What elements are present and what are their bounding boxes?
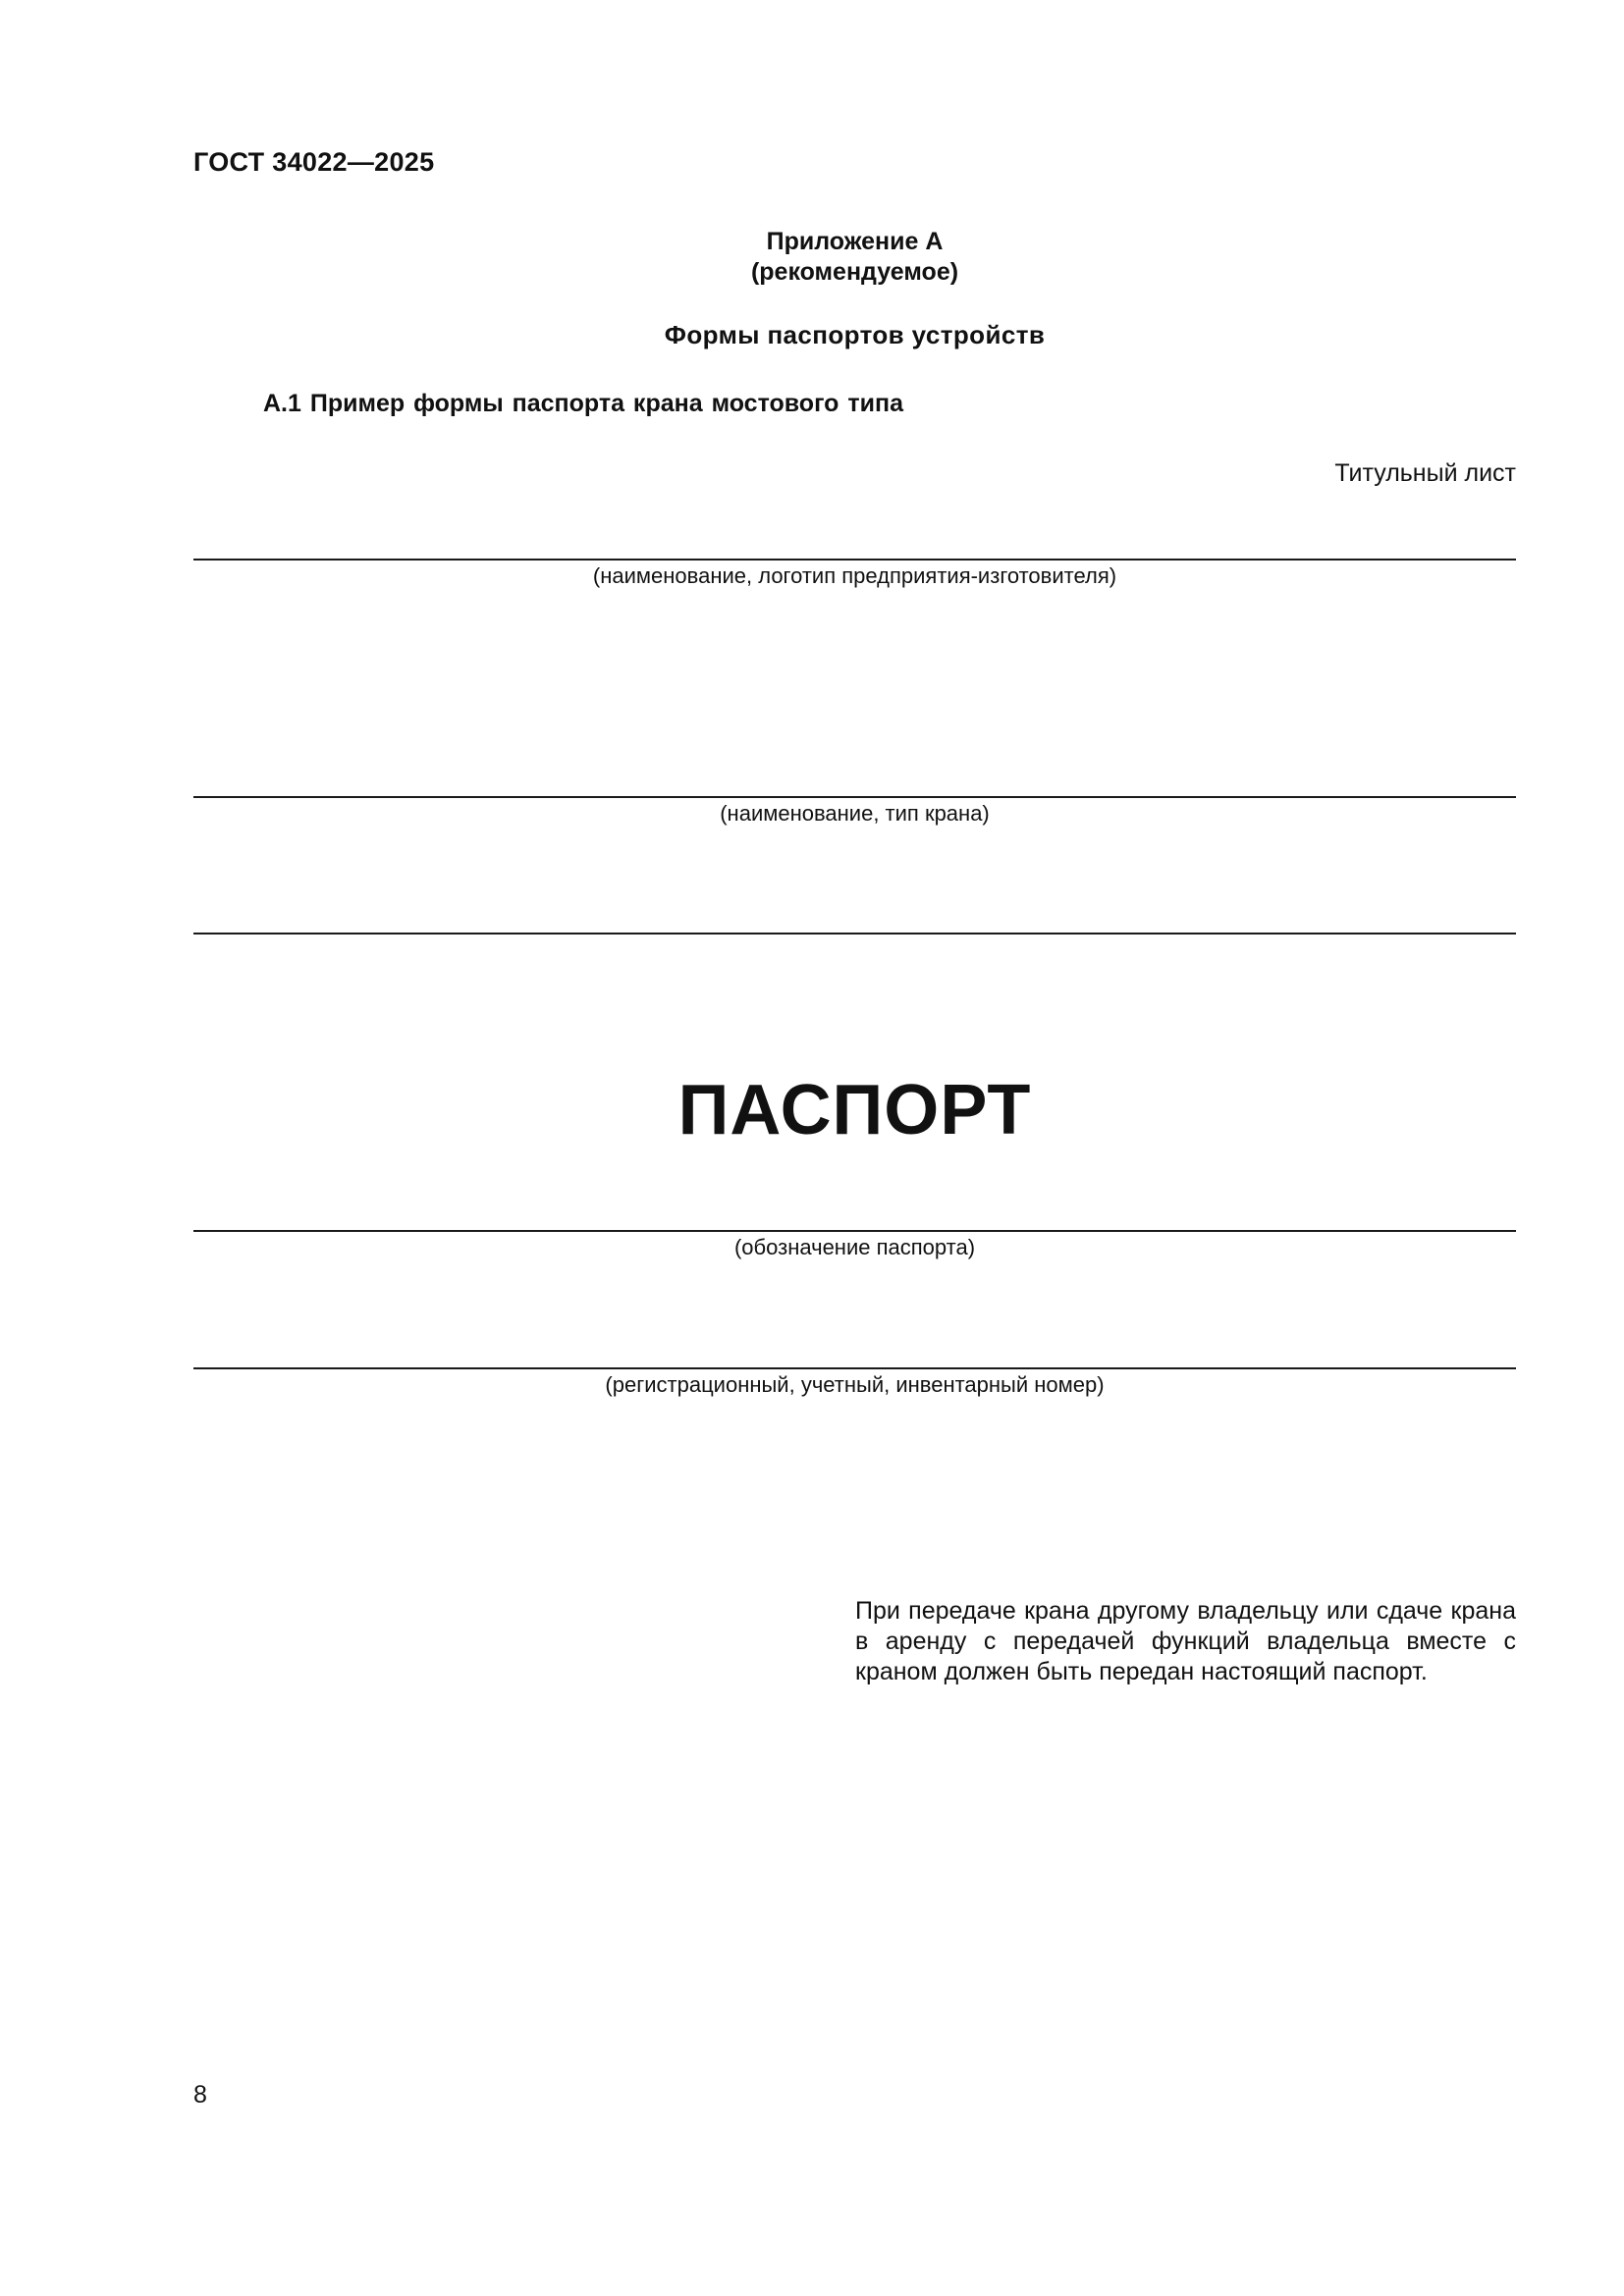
registration-number-caption: (регистрационный, учетный, инвентарный номер) xyxy=(605,1372,1105,1397)
passport-designation-caption: (обозначение паспорта) xyxy=(733,1235,976,1259)
document-code: ГОСТ 34022—2025 xyxy=(193,147,435,177)
annex-heading: Формы паспортов устройств xyxy=(664,320,1046,349)
passport-designation-line xyxy=(193,1230,1516,1232)
manufacturer-line xyxy=(193,559,1516,561)
transfer-note: При передаче крана другому владельцу или сдаче крана в аренду с передачей функций владельца вместе с краном должен быть передан настоящий паспорт. xyxy=(855,1597,1516,1685)
section-title: А.1 Пример формы паспорта крана мостового типа xyxy=(263,390,903,417)
annex-status: (рекомендуемое) xyxy=(750,258,959,286)
sheet-label: Титульный лист xyxy=(1334,459,1516,487)
annex-header xyxy=(193,227,1516,288)
crane-name-line xyxy=(193,796,1516,798)
page-number: 8 xyxy=(193,2081,207,2109)
divider-line xyxy=(193,933,1516,934)
manufacturer-caption: (наименование, логотип предприятия-изготовителя) xyxy=(592,563,1117,588)
crane-name-caption: (наименование, тип крана) xyxy=(720,801,990,826)
passport-title: ПАСПОРТ xyxy=(677,1071,1032,1149)
registration-number-line xyxy=(193,1367,1516,1369)
annex-title: Приложение А xyxy=(766,228,944,255)
